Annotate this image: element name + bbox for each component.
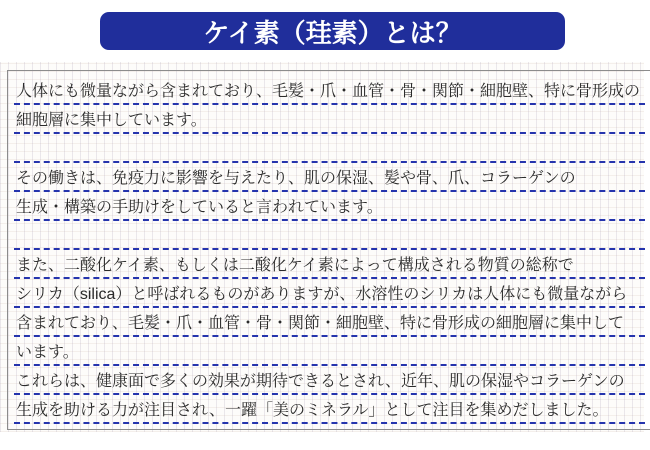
text-line-3: その働きは、免疫力に影響を与えたり、肌の保湿、髪や骨、爪、コラーゲンの <box>14 163 645 192</box>
blank-ruled-line-2 <box>14 221 645 250</box>
text-line-9: これらは、健康面で多くの効果が期待できるとされ、近年、肌の保湿やコラーゲンの <box>14 366 645 395</box>
text-line-2: 細胞層に集中しています。 <box>14 105 645 134</box>
text-line-8: います。 <box>14 337 645 366</box>
text-line-10: 生成を助ける力が注目され、一躍「美のミネラル」として注目を集めだしました。 <box>14 395 645 424</box>
page-title: ケイ素（珪素）とは？ <box>203 17 462 48</box>
graph-paper-sheet <box>0 62 644 432</box>
blank-ruled-line-1 <box>14 134 645 163</box>
text-line-4: 生成・構築の手助けをしていると言われています。 <box>14 192 645 221</box>
content-box <box>7 70 650 430</box>
text-line-7: 含まれており、毛髪・爪・血管・骨・関節・細胞壁、特に骨形成の細胞層に集中して <box>14 308 645 337</box>
title-banner <box>100 12 565 50</box>
text-line-5: また、二酸化ケイ素、もしくは二酸化ケイ素によって構成される物質の総称で <box>14 250 645 279</box>
text-line-6: シリカ（silica）と呼ばれるものがありますが、水溶性のシリカは人体にも微量ながら <box>14 279 645 308</box>
text-line-1: 人体にも微量ながら含まれており、毛髪・爪・血管・骨・関節・細胞壁、特に骨形成の <box>14 76 645 105</box>
